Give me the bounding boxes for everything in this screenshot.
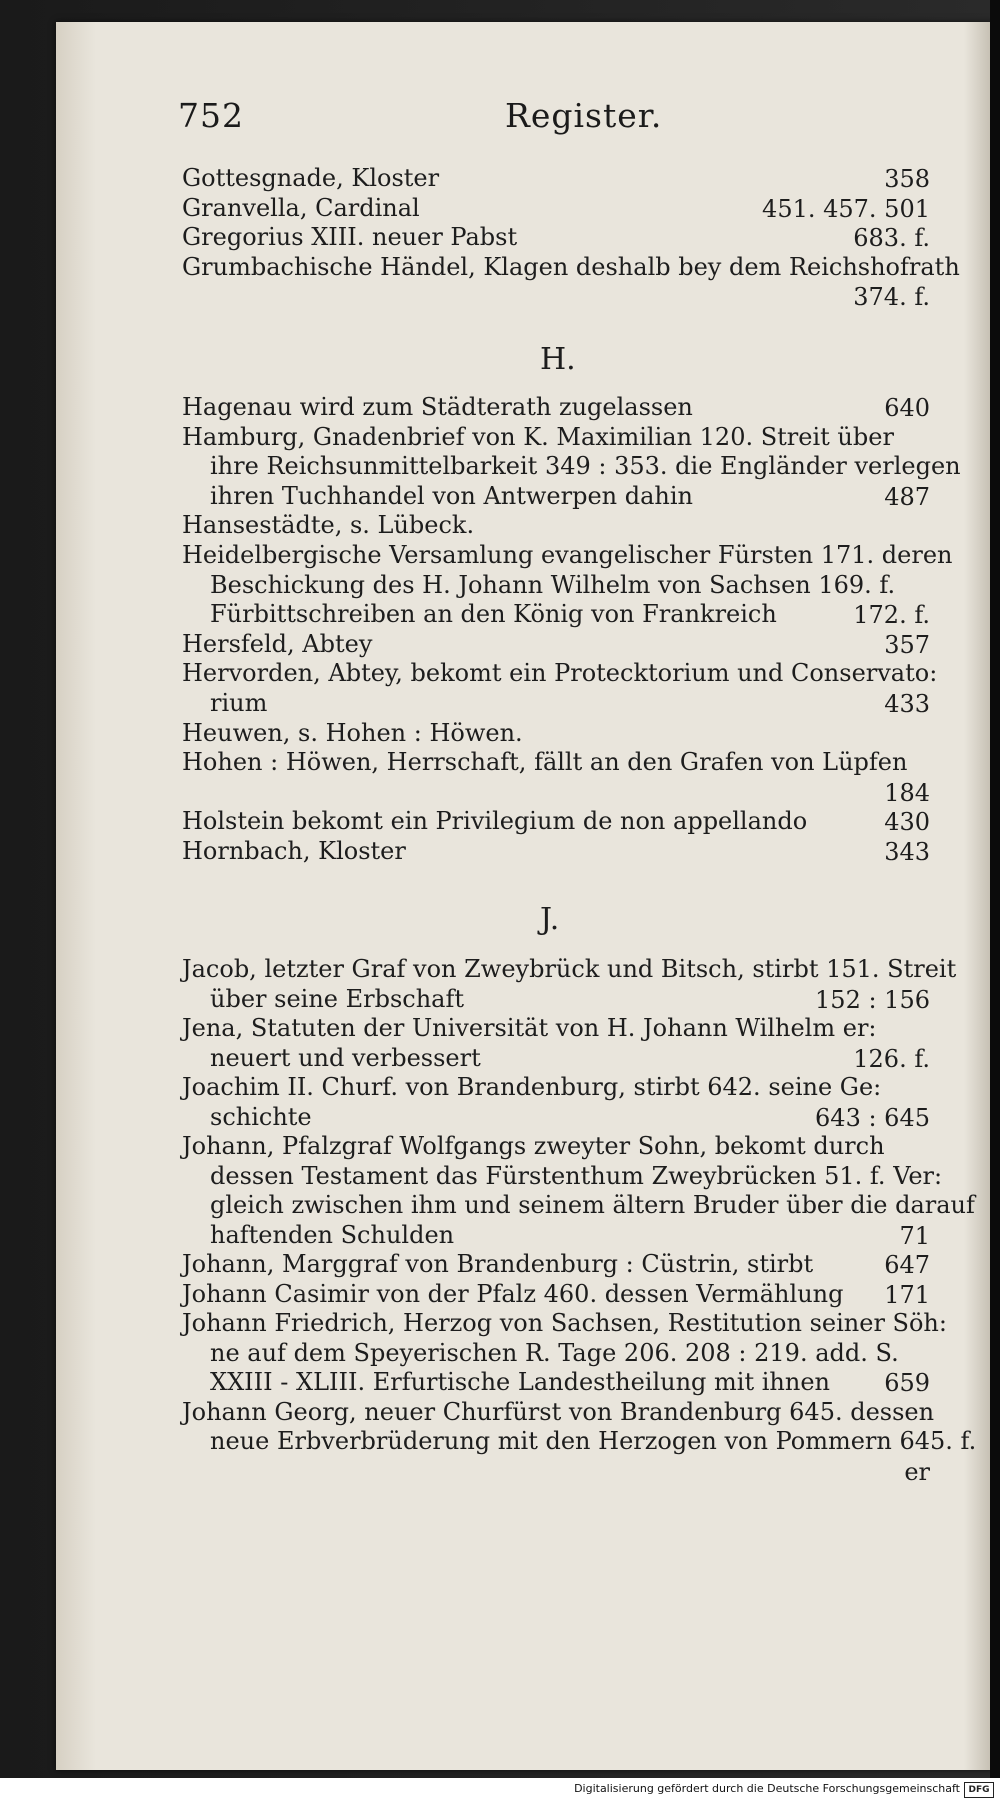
page-number: 752 <box>178 96 244 135</box>
entry-line: neue Erbverbrüderung mit den Herzogen von Pommern 645. f. <box>210 1427 977 1455</box>
entry-line: Granvella, Cardinal <box>182 193 420 222</box>
entry-page-ref: 184 <box>884 778 930 807</box>
section-letter-h: H. <box>540 342 576 377</box>
entry-line: Hornbach, Kloster <box>182 837 406 865</box>
entry-page-ref: 343 <box>884 838 930 866</box>
entry-page-ref: 647 <box>884 1251 930 1279</box>
entry-line: gleich zwischen ihm und seinem ältern Bruder über die darauf <box>210 1191 975 1219</box>
entry-line: Hersfeld, Abtey <box>182 629 373 658</box>
entry-page-ref: 640 <box>884 394 930 422</box>
entry-line: haftenden Schulden <box>210 1220 455 1249</box>
entry-line: Heuwen, s. Hohen : Höwen. <box>182 718 523 747</box>
entry-line: Johann, Marggraf von Brandenburg : Cüstrin, stirbt <box>182 1250 814 1278</box>
footer-bar <box>0 1778 1000 1801</box>
entry-page-ref: 358 <box>884 165 930 193</box>
entry-page-ref: 152 : 156 <box>815 985 930 1014</box>
dfg-logo: DFG <box>964 1782 994 1798</box>
entry-line: schichte <box>210 1102 312 1131</box>
entry-line: ihre Reichsunmittelbarkeit 349 : 353. die Engländer verlegen <box>210 452 961 481</box>
entry-line: Beschickung des H. Johann Wilhelm von Sachsen 169. f. <box>210 570 896 599</box>
entry-line: Holstein bekomt ein Privilegium de non appellando <box>182 807 808 836</box>
entry-page-ref: 374. f. <box>853 283 930 311</box>
entry-line: ne auf dem Speyerischen R. Tage 206. 208 : 219. add. S. <box>210 1338 899 1367</box>
entry-line: Fürbittschreiben an den König von Frankreich <box>210 600 777 629</box>
entry-page-ref: 487 <box>884 482 930 511</box>
entry-line: Hohen : Höwen, Herrschaft, fällt an den Grafen von Lüpfen <box>182 748 908 777</box>
entry-line: Hansestädte, s. Lübeck. <box>182 511 475 540</box>
running-head: Register. <box>505 96 663 135</box>
footer-credit: Digitalisierung gefördert durch die Deutsche Forschungsgemeinschaft <box>574 1782 960 1795</box>
entry-page-ref: 430 <box>884 808 930 837</box>
entry-line: Johann Casimir von der Pfalz 460. dessen Vermählung <box>182 1279 844 1308</box>
entry-line: Johann, Pfalzgraf Wolfgangs zweyter Sohn, bekomt durch <box>182 1132 885 1160</box>
entry-page-ref: 172. f. <box>853 601 930 630</box>
entry-page-ref: 643 : 645 <box>815 1103 930 1132</box>
entry-line: dessen Testament das Fürstenthum Zweybrücken 51. f. Ver: <box>210 1161 943 1190</box>
entry-line: Johann Georg, neuer Churfürst von Brandenburg 645. dessen <box>182 1397 935 1426</box>
entry-line: rium <box>210 689 268 717</box>
entry-line: Johann Friedrich, Herzog von Sachsen, Restitution seiner Söh: <box>182 1309 947 1337</box>
entry-line: Hamburg, Gnadenbrief von K. Maximilian 120. Streit über <box>182 422 894 451</box>
entry-line: Jena, Statuten der Universität von H. Johann Wilhelm er: <box>182 1014 877 1042</box>
entry-line: neuert und verbessert <box>210 1043 481 1072</box>
entry-line: Gregorius XIII. neuer Pabst <box>182 223 518 251</box>
entry-line: über seine Erbschaft <box>210 984 465 1013</box>
entry-line: ihren Tuchhandel von Antwerpen dahin <box>210 481 694 510</box>
entry-page-ref: 433 <box>884 690 930 718</box>
entry-page-ref: 659 <box>884 1369 930 1397</box>
page-edge-shadow <box>990 0 1000 1801</box>
entry-line: Hagenau wird zum Städterath zugelassen <box>182 393 693 421</box>
section-letter-j: J. <box>540 902 560 937</box>
entry-line: Gottesgnade, Kloster <box>182 164 440 192</box>
entry-page-ref: 451. 457. 501 <box>762 194 930 223</box>
entry-page-ref: 71 <box>899 1221 930 1250</box>
entry-line: XXIII - XLIII. Erfurtische Landestheilung mit ihnen <box>210 1368 830 1396</box>
entry-line: Grumbachische Händel, Klagen deshalb bey dem Reichshofrath <box>182 252 960 281</box>
entry-page-ref: 126. f. <box>853 1044 930 1073</box>
entry-page-ref: 171 <box>884 1280 930 1309</box>
entry-page-ref: 357 <box>884 630 930 659</box>
entry-line: Joachim II. Churf. von Brandenburg, stirbt 642. seine Ge: <box>182 1073 882 1101</box>
entry-page-ref: er <box>904 1457 930 1486</box>
entry-page-ref: 683. f. <box>853 224 930 252</box>
entry-line: Heidelbergische Versamlung evangelischer Fürsten 171. deren <box>182 541 953 569</box>
entry-line: Hervorden, Abtey, bekomt ein Protecktorium und Conservato: <box>182 659 938 688</box>
entry-line: Jacob, letzter Graf von Zweybrück und Bitsch, stirbt 151. Streit <box>182 955 957 983</box>
